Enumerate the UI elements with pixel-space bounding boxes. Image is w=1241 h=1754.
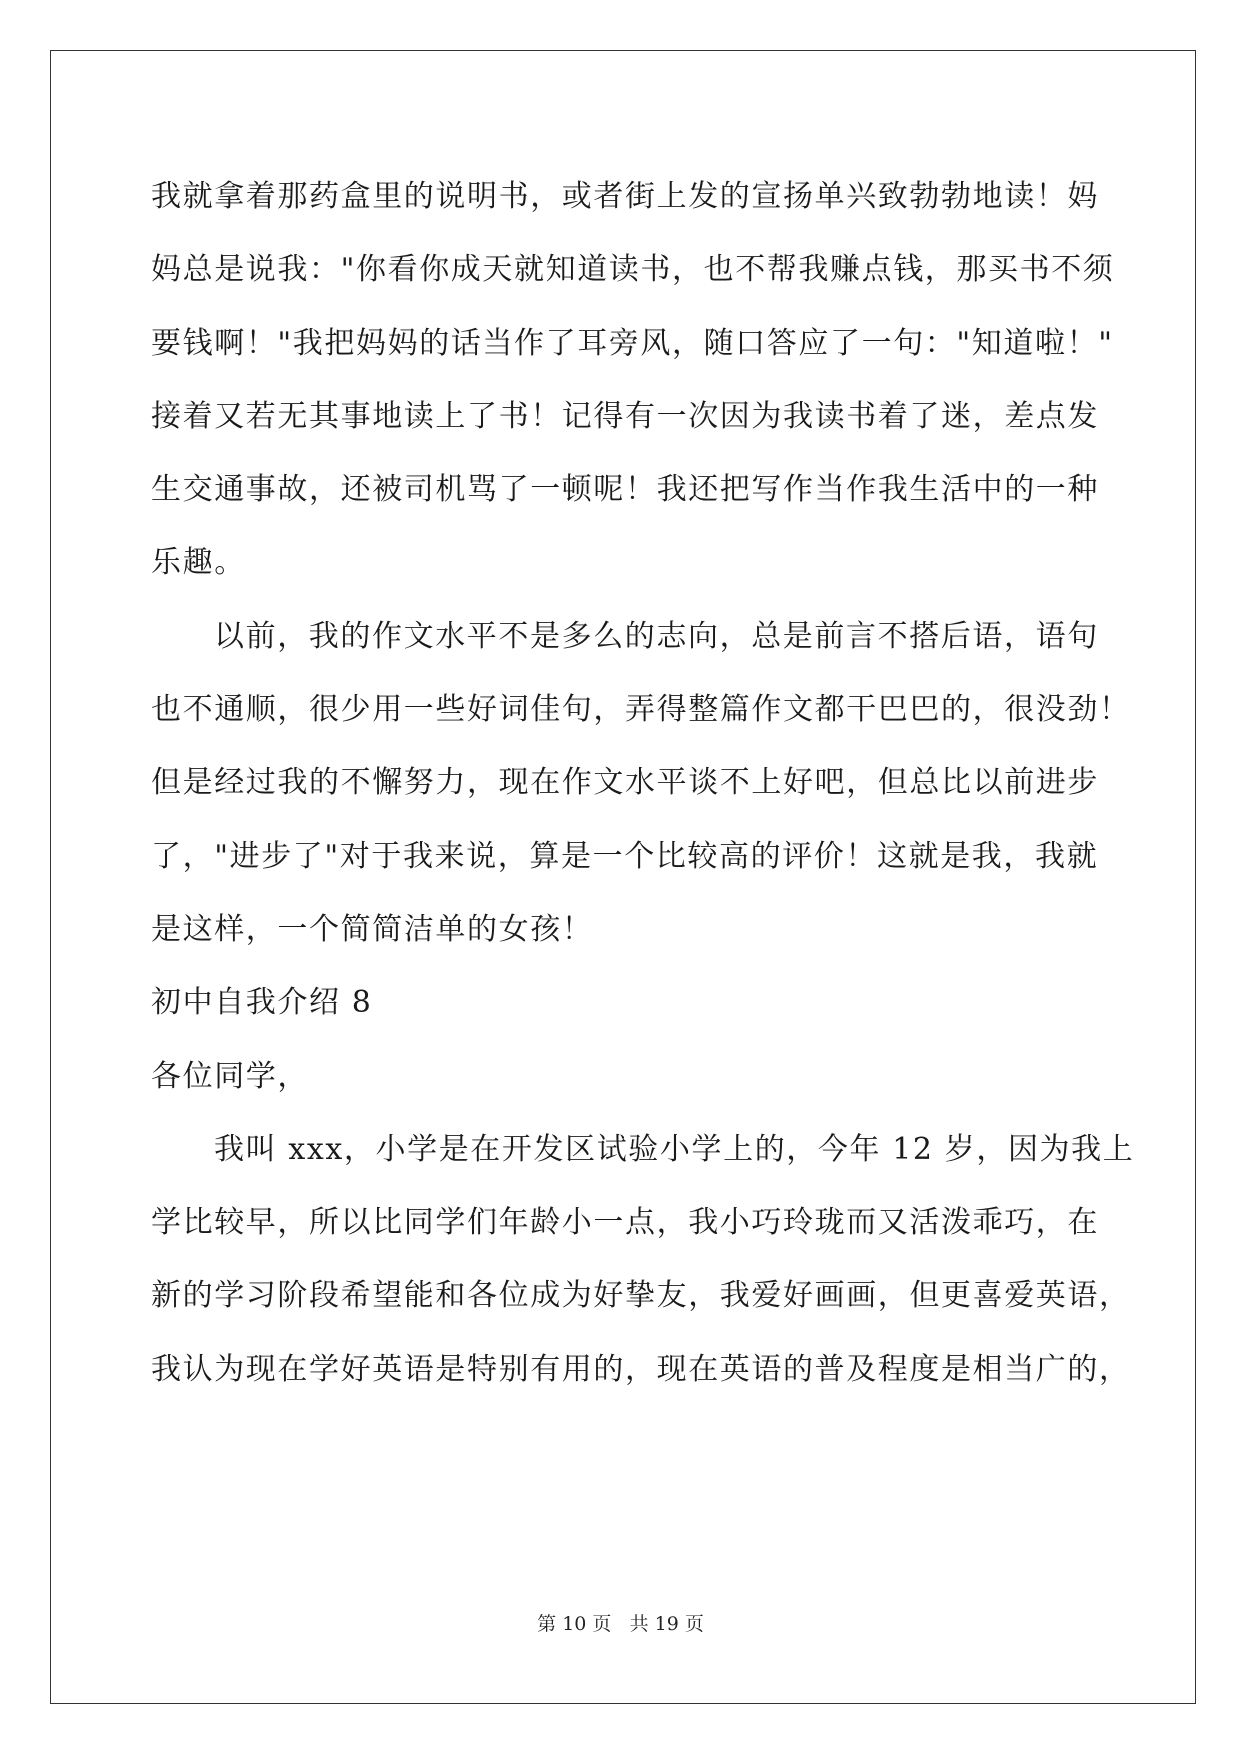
text-line: 以前，我的作文水平不是多么的志向，总是前言不搭后语，语句	[214, 618, 1099, 654]
text-line: 初中自我介绍 8	[151, 985, 373, 1021]
text-line: 新的学习阶段希望能和各位成为好挚友，我爱好画画，但更喜爱英语，	[151, 1278, 1131, 1314]
text-line: 我叫 xxx，小学是在开发区试验小学上的，今年 12 岁，因为我上	[214, 1131, 1135, 1167]
current-page-label: 第 10 页	[537, 1613, 612, 1635]
text-line: 我就拿着那药盒里的说明书，或者街上发的宣扬单兴致勃勃地读！妈	[151, 179, 1099, 214]
text-line: 是这样，一个简简洁单的女孩！	[151, 911, 594, 947]
page-footer	[0, 1612, 1241, 1636]
text-line: 但是经过我的不懈努力，现在作文水平谈不上好吧，但总比以前进步	[151, 765, 1099, 801]
text-line: 各位同学，	[151, 1058, 309, 1094]
text-line: 妈总是说我："你看你成天就知道读书，也不帮我赚点钱，那买书不须	[151, 252, 1115, 288]
text-line: 学比较早，所以比同学们年龄小一点，我小巧玲珑而又活泼乖巧，在	[151, 1205, 1099, 1241]
text-line: 要钱啊！"我把妈妈的话当作了耳旁风，随口答应了一句："知道啦！"	[151, 325, 1114, 361]
text-line: 我认为现在学好英语是特别有用的，现在英语的普及程度是相当广的，	[151, 1351, 1131, 1387]
text-line: 乐趣。	[151, 545, 246, 581]
text-line: 了，"进步了"对于我来说，算是一个比较高的评价！这就是我，我就	[151, 838, 1099, 874]
text-line: 也不通顺，很少用一些好词佳句，弄得整篇作文都干巴巴的，很没劲！	[151, 692, 1131, 728]
text-line: 接着又若无其事地读上了书！记得有一次因为我读书着了迷，差点发	[151, 398, 1099, 434]
total-pages-label: 共 19 页	[629, 1613, 704, 1635]
text-line: 生交通事故，还被司机骂了一顿呢！我还把写作当作我生活中的一种	[151, 472, 1099, 508]
document-body	[151, 160, 1135, 1406]
